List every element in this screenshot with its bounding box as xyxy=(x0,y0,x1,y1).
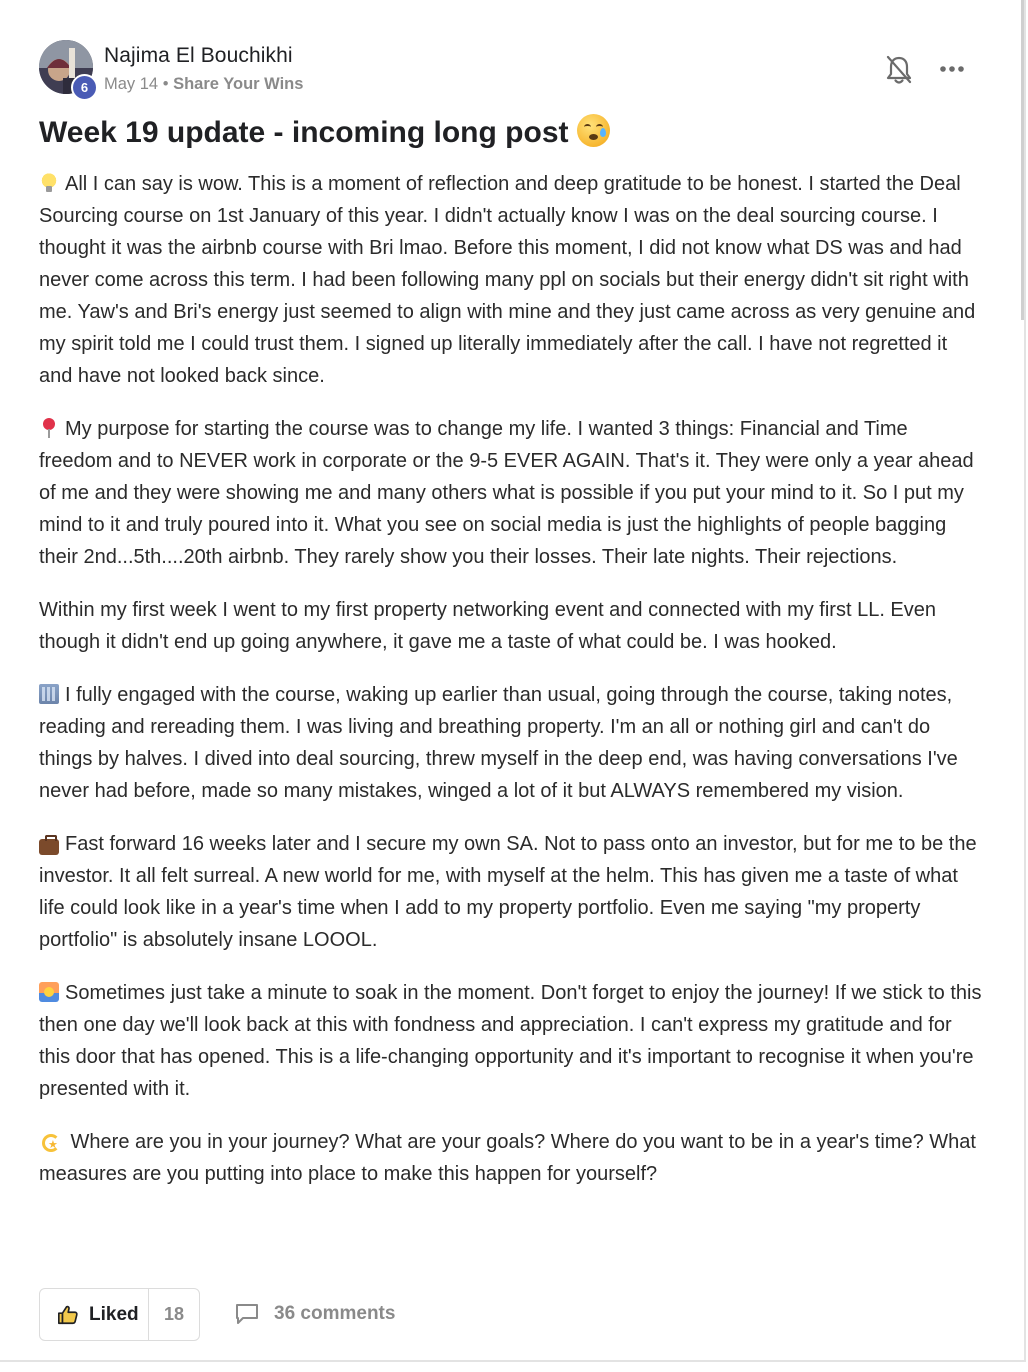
paragraph xyxy=(39,594,984,658)
paragraph xyxy=(39,977,984,1105)
paragraph-text: Fast forward 16 weeks later and I secure my own SA. Not to pass onto an investor, but for me to be the investor. It all felt surreal. A new world for me, with myself at the helm. This has given me a taste of what life could look like in a year's time when I add to my property portfolio. Even me saying "my property portfolio" is absolutely insane LOOOL. xyxy=(39,833,977,951)
post-title xyxy=(39,114,610,150)
post-title-text: Week 19 update - incoming long post xyxy=(39,116,569,149)
paragraph xyxy=(39,679,984,807)
paragraph-text: Where are you in your journey? What are your goals? Where do you want to be in a year's time? What measures are you putting into place to make this happen for yourself? xyxy=(39,1131,976,1185)
bell-off-icon[interactable] xyxy=(884,54,914,86)
briefcase-icon xyxy=(39,839,59,855)
comments-label: 36 comments xyxy=(274,1303,396,1324)
comment-icon xyxy=(234,1302,260,1326)
round-pushpin-icon xyxy=(39,418,59,438)
paragraph xyxy=(39,828,984,956)
paragraph-text: Within my first week I went to my first property networking event and connected with my first LL. Even though it didn't end up going anywhere, it gave me a taste of what could be. I was hooked. xyxy=(39,599,937,653)
paragraph-text: Sometimes just take a minute to soak in the moment. Don't forget to enjoy the journey! If we stick to this then one day we'll look back at this with fondness and appreciation. I can't express my gratitude and for this door that has opened. This is a life-changing opportunity and it's important to recognise it when you're presented with it. xyxy=(39,982,982,1100)
thumbs-up-icon xyxy=(57,1304,79,1326)
scrollbar[interactable] xyxy=(1021,0,1024,320)
like-button[interactable] xyxy=(40,1289,149,1340)
sunrise-icon xyxy=(39,982,59,1002)
light-bulb-icon xyxy=(39,173,59,193)
like-control xyxy=(39,1288,200,1341)
level-badge: 6 xyxy=(71,74,98,101)
paragraph-text: My purpose for starting the course was to change my life. I wanted 3 things: Financial and Time freedom and to NEVER work in corporate or the 9-5 EVER AGAIN. That's it. They were only a year ahead of me and they were showing me and many others what is possible if you put your mind to it. So I put my mind to it and truly poured into it. What you see on social media is just the highlights of people bagging their 2nd...5th....20th airbnb. They rarely show you their losses. Their late nights. Their rejections. xyxy=(39,418,974,568)
paragraph-text: I fully engaged with the course, waking up earlier than usual, going through the course, taking notes, reading and rereading them. I was living and breathing property. I'm an all or nothing girl and can't do things by halves. I dived into deal sourcing, threw myself in the deep end, was having conversations I've never had before, made so many mistakes, winged a lot of it but ALWAYS remembered my vision. xyxy=(39,684,958,802)
post-date: May 14 xyxy=(104,75,159,93)
office-building-icon xyxy=(39,684,59,704)
like-label: Liked xyxy=(89,1303,139,1325)
comments-button[interactable] xyxy=(234,1300,395,1328)
paragraph xyxy=(39,168,984,392)
meta-separator: • xyxy=(158,75,174,93)
post-body xyxy=(39,168,984,1190)
more-options-icon[interactable] xyxy=(936,56,968,82)
dizzy-icon xyxy=(39,1131,59,1151)
post-category[interactable]: Share Your Wins xyxy=(173,75,304,93)
post-meta xyxy=(104,75,303,94)
paragraph-text: All I can say is wow. This is a moment of reflection and deep gratitude to be honest. I started the Deal Sourcing course on 1st January of this year. I didn't actually know I was on the deal sourcing course. I thought it was the airbnb course with Bri lmao. Before this moment, I did not know what DS was and had never come across this term. I had been following many ppl on socials but their energy didn't sit right with me. Yaw's and Bri's energy just seemed to align with mine and they just came across as very genuine and my spirit told me I could trust them. I signed up literally immediately after the call. I have not regretted it and have not looked back since. xyxy=(39,173,976,387)
paragraph xyxy=(39,413,984,573)
paragraph xyxy=(39,1126,984,1190)
like-count[interactable]: 18 xyxy=(163,1304,185,1324)
author-name[interactable]: Najima El Bouchikhi xyxy=(104,44,293,67)
face-holding-back-tears-icon xyxy=(577,114,610,147)
